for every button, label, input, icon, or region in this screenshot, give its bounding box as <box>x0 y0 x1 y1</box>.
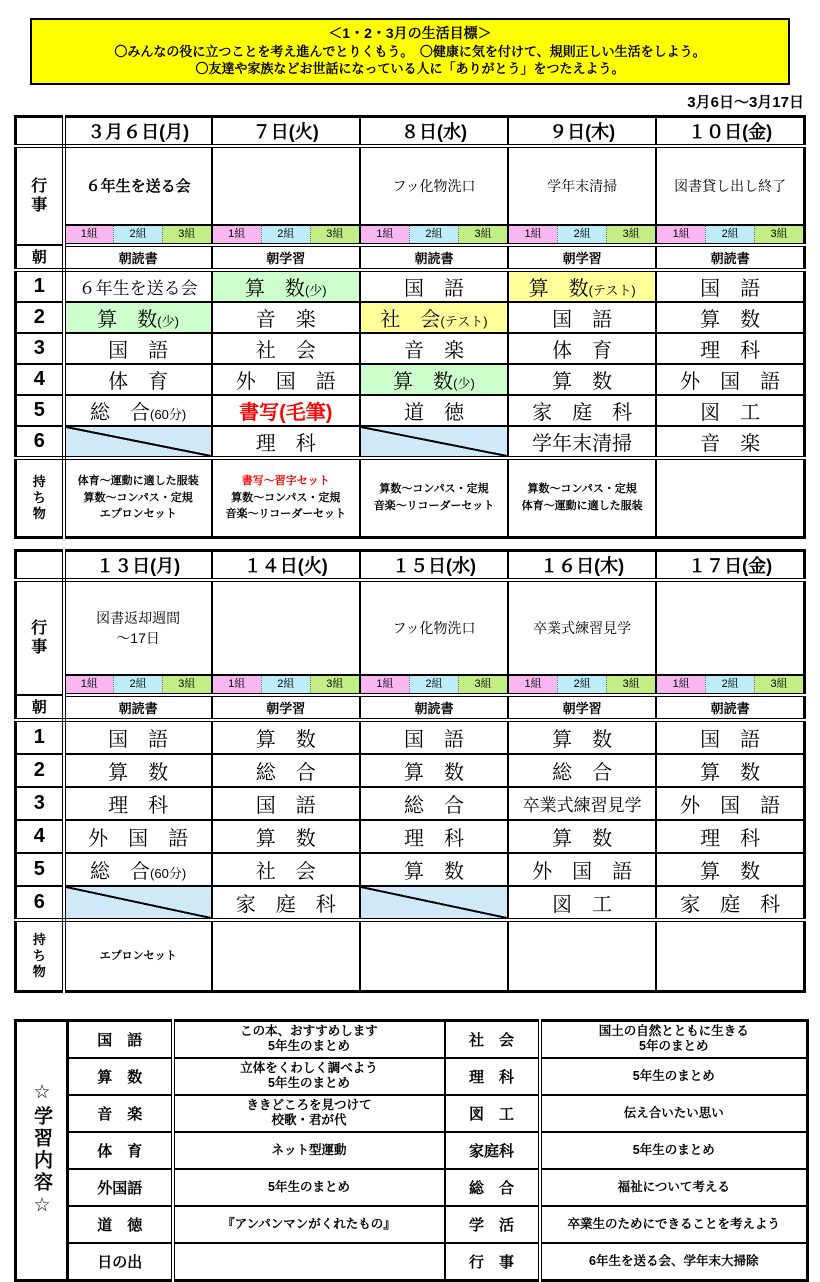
class-strip-cell <box>212 225 360 245</box>
period-cell: 算 数(少) <box>212 270 360 302</box>
period-cell: 外 国 語 <box>656 364 804 395</box>
class-strip-row <box>16 225 805 245</box>
date-header: １６日(木) <box>508 550 656 580</box>
belongings-row <box>16 920 805 992</box>
subject-label: 総 合 <box>445 1169 540 1206</box>
period-cell: 算 数 <box>508 720 656 754</box>
class-strip-cell <box>64 675 212 695</box>
period-row <box>16 395 805 426</box>
morning-cell: 朝読書 <box>64 695 212 720</box>
date-header: ７日(火) <box>212 116 360 146</box>
subject-label: 行 事 <box>445 1243 540 1281</box>
class-segment: 1組 <box>213 676 261 693</box>
subject-content: 伝え合いたい思い <box>540 1095 808 1132</box>
no-class-slash-cell <box>64 426 212 458</box>
period-cell: 総 合 <box>360 787 508 820</box>
period-number: 6 <box>16 426 64 458</box>
period-cell: 総 合 <box>508 754 656 787</box>
subject-content: ききどころを見つけて 校歌・君が代 <box>173 1095 445 1132</box>
belongings-cell: エプロンセット <box>64 920 212 992</box>
class-strip <box>361 226 507 243</box>
study-table-title: ☆学習内容☆ <box>16 1020 68 1280</box>
class-strip-cell <box>656 675 804 695</box>
belongings-cell: 算数～コンパス・定規 体育～運動に適した服装 <box>508 458 656 538</box>
period-row <box>16 853 805 886</box>
period-cell: 国 語 <box>64 333 212 364</box>
class-segment: 3組 <box>162 676 211 693</box>
period-cell: 国 語 <box>656 270 804 302</box>
subject-content: 5年生のまとめ <box>540 1058 808 1095</box>
study-row <box>16 1020 808 1058</box>
week1-timetable <box>14 115 806 539</box>
subject-content: 福祉について考える <box>540 1169 808 1206</box>
morning-cell: 朝学習 <box>212 695 360 720</box>
period-cell: 算 数 <box>656 754 804 787</box>
class-segment: 2組 <box>113 226 162 243</box>
class-segment: 1組 <box>509 226 557 243</box>
subject-content: 5年生のまとめ <box>540 1132 808 1169</box>
subject-label: 国 語 <box>68 1020 173 1058</box>
no-class-slash-cell <box>64 886 212 920</box>
belongings-cell <box>656 920 804 992</box>
period-cell: 理 科 <box>360 820 508 853</box>
class-strip <box>66 226 211 243</box>
class-segment: 1組 <box>509 676 557 693</box>
belongings-cell <box>212 920 360 992</box>
subject-label: 家庭科 <box>445 1132 540 1169</box>
class-strip-cell <box>656 225 804 245</box>
period-cell: 理 科 <box>64 787 212 820</box>
period-cell: 総 合(60分) <box>64 853 212 886</box>
belongings-cell <box>656 458 804 538</box>
event-cell: 図書貸し出し終了 <box>656 146 804 225</box>
class-segment: 1組 <box>66 676 114 693</box>
period-row <box>16 754 805 787</box>
date-header: １３日(月) <box>64 550 212 580</box>
class-segment: 2組 <box>261 226 310 243</box>
subject-label: 社 会 <box>445 1020 540 1058</box>
morning-cell: 朝読書 <box>656 245 804 270</box>
period-cell: 算 数 <box>212 820 360 853</box>
class-segment: 3組 <box>606 226 655 243</box>
period-cell: 図 工 <box>656 395 804 426</box>
class-segment: 3組 <box>162 226 211 243</box>
no-class-slash-cell <box>360 886 508 920</box>
morning-row-label: 朝 <box>16 695 64 720</box>
morning-cell: 朝読書 <box>360 245 508 270</box>
period-row <box>16 820 805 853</box>
event-cell <box>212 580 360 675</box>
date-header: １４日(火) <box>212 550 360 580</box>
period-cell: 外 国 語 <box>656 787 804 820</box>
class-segment: 1組 <box>213 226 261 243</box>
period-number: 1 <box>16 720 64 754</box>
period-cell: 社 会(テスト) <box>360 302 508 333</box>
class-strip-cell <box>360 225 508 245</box>
class-strip <box>657 226 803 243</box>
period-cell: 理 科 <box>656 820 804 853</box>
class-segment: 1組 <box>657 226 705 243</box>
week1-table-container <box>14 115 806 539</box>
period-cell: 算 数 <box>508 820 656 853</box>
class-segment: 2組 <box>557 676 606 693</box>
class-segment: 3組 <box>458 676 507 693</box>
class-strip-cell <box>508 675 656 695</box>
belongings-cell <box>360 920 508 992</box>
period-cell: 国 語 <box>212 787 360 820</box>
period-number: 2 <box>16 302 64 333</box>
period-number: 4 <box>16 820 64 853</box>
event-cell: フッ化物洗口 <box>360 580 508 675</box>
class-segment: 3組 <box>606 676 655 693</box>
period-row <box>16 302 805 333</box>
period-cell: 総 合(60分) <box>64 395 212 426</box>
study-row <box>16 1169 808 1206</box>
goals-title: ＜1・2・3月の生活目標＞ <box>328 25 492 41</box>
period-cell: 国 語 <box>360 720 508 754</box>
period-cell: 国 語 <box>360 270 508 302</box>
period-cell: 図 工 <box>508 886 656 920</box>
date-header: ８日(水) <box>360 116 508 146</box>
date-header: ９日(木) <box>508 116 656 146</box>
no-class-slash-cell <box>360 426 508 458</box>
period-cell: 社 会 <box>212 333 360 364</box>
week1-header-row <box>16 116 805 146</box>
subject-label: 音 楽 <box>68 1095 173 1132</box>
date-header: ３月６日(月) <box>64 116 212 146</box>
class-segment: 3組 <box>754 226 803 243</box>
class-segment: 2組 <box>705 676 754 693</box>
period-cell: 算 数 <box>360 754 508 787</box>
study-row <box>16 1095 808 1132</box>
belongings-row-label: 持 ち 物 <box>16 458 64 538</box>
period-row <box>16 720 805 754</box>
class-segment: 2組 <box>261 676 310 693</box>
period-row <box>16 787 805 820</box>
class-strip <box>509 226 655 243</box>
event-cell: 卒業式練習見学 <box>508 580 656 675</box>
period-cell: 学年末清掃 <box>508 426 656 458</box>
subject-content: 卒業生のためにできることを考えよう <box>540 1206 808 1243</box>
belongings-cell <box>508 920 656 992</box>
event-row-label: 行 事 <box>16 580 64 695</box>
event-cell: 学年末清掃 <box>508 146 656 225</box>
belongings-cell: 書写～習字セット 算数～コンパス・定規 音楽～リコーダーセット <box>212 458 360 538</box>
event-cell: フッ化物洗口 <box>360 146 508 225</box>
subject-content: 国土の自然とともに生きる 5年のまとめ <box>540 1020 808 1058</box>
subject-content: ネット型運動 <box>173 1132 445 1169</box>
period-cell: 体 育 <box>508 333 656 364</box>
study-content-table-container <box>14 1019 806 1282</box>
study-row <box>16 1058 808 1095</box>
class-strip-cell <box>508 225 656 245</box>
class-segment: 1組 <box>657 676 705 693</box>
subject-content: この本、おすすめします 5年生のまとめ <box>173 1020 445 1058</box>
subject-content <box>173 1243 445 1281</box>
subject-label: 体 育 <box>68 1132 173 1169</box>
class-strip-cell <box>360 675 508 695</box>
date-header: １０日(金) <box>656 116 804 146</box>
period-cell: ６年生を送る会 <box>64 270 212 302</box>
period-cell: 算 数 <box>656 853 804 886</box>
period-cell: 家 庭 科 <box>508 395 656 426</box>
period-number: 2 <box>16 754 64 787</box>
period-cell: 道 徳 <box>360 395 508 426</box>
event-cell: 図書返却週間 ～17日 <box>64 580 212 675</box>
class-segment: 1組 <box>66 226 114 243</box>
period-number: 5 <box>16 853 64 886</box>
period-cell: 体 育 <box>64 364 212 395</box>
morning-cell: 朝読書 <box>656 695 804 720</box>
subject-label: 外国語 <box>68 1169 173 1206</box>
subject-label: 算 数 <box>68 1058 173 1095</box>
class-segment: 1組 <box>361 226 409 243</box>
subject-label: 理 科 <box>445 1058 540 1095</box>
morning-cell: 朝学習 <box>508 245 656 270</box>
period-cell: 算 数 <box>360 853 508 886</box>
period-cell: 音 楽 <box>360 333 508 364</box>
subject-label: 道 徳 <box>68 1206 173 1243</box>
period-cell: 算 数(少) <box>64 302 212 333</box>
goals-banner <box>30 18 790 85</box>
period-number: 1 <box>16 270 64 302</box>
subject-content: 立体をくわしく調べよう 5年生のまとめ <box>173 1058 445 1095</box>
subject-content: 6年生を送る会、学年末大掃除 <box>540 1243 808 1281</box>
class-strip-cell <box>64 225 212 245</box>
event-cell <box>212 146 360 225</box>
period-cell: 国 語 <box>64 720 212 754</box>
class-segment: 3組 <box>754 676 803 693</box>
class-strip <box>509 676 655 693</box>
class-segment: 3組 <box>310 676 359 693</box>
period-cell: 外 国 語 <box>64 820 212 853</box>
period-cell: 外 国 語 <box>212 364 360 395</box>
class-segment: 3組 <box>310 226 359 243</box>
goals-line-2: 〇友達や家族などお世話になっている人に「ありがとう」をつたえよう。 <box>195 61 625 77</box>
class-strip <box>361 676 507 693</box>
corner-cell <box>16 116 64 146</box>
belongings-row-label: 持 ち 物 <box>16 920 64 992</box>
subject-label: 図 工 <box>445 1095 540 1132</box>
period-cell: 家 庭 科 <box>656 886 804 920</box>
morning-cell: 朝学習 <box>212 245 360 270</box>
class-strip-row <box>16 675 805 695</box>
morning-row-label: 朝 <box>16 245 64 270</box>
morning-cell: 朝学習 <box>508 695 656 720</box>
study-row <box>16 1206 808 1243</box>
class-segment: 2組 <box>409 226 458 243</box>
morning-row <box>16 245 805 270</box>
class-strip <box>657 676 803 693</box>
belongings-cell: 体育～運動に適した服装 算数～コンパス・定規 エプロンセット <box>64 458 212 538</box>
period-cell: 社 会 <box>212 853 360 886</box>
morning-cell: 朝読書 <box>64 245 212 270</box>
study-row <box>16 1243 808 1281</box>
period-row <box>16 270 805 302</box>
period-cell: 卒業式練習見学 <box>508 787 656 820</box>
morning-row <box>16 695 805 720</box>
period-cell: 音 楽 <box>212 302 360 333</box>
period-number: 3 <box>16 333 64 364</box>
class-segment: 2組 <box>113 676 162 693</box>
subject-content: 5年生のまとめ <box>173 1169 445 1206</box>
class-segment: 1組 <box>361 676 409 693</box>
belongings-cell: 算数～コンパス・定規 音楽～リコーダーセット <box>360 458 508 538</box>
period-row <box>16 426 805 458</box>
class-segment: 2組 <box>409 676 458 693</box>
week2-table-container <box>14 549 806 993</box>
period-cell: 音 楽 <box>656 426 804 458</box>
period-row <box>16 886 805 920</box>
class-strip <box>66 676 211 693</box>
event-row-label: 行 事 <box>16 146 64 245</box>
period-cell: 算 数(少) <box>360 364 508 395</box>
period-cell: 算 数(テスト) <box>508 270 656 302</box>
study-content-table <box>14 1019 809 1282</box>
period-cell: 書写(毛筆) <box>212 395 360 426</box>
period-cell: 国 語 <box>508 302 656 333</box>
period-number: 6 <box>16 886 64 920</box>
period-cell: 外 国 語 <box>508 853 656 886</box>
period-cell: 理 科 <box>212 426 360 458</box>
corner-cell <box>16 550 64 580</box>
period-number: 5 <box>16 395 64 426</box>
period-cell: 家 庭 科 <box>212 886 360 920</box>
period-cell: 国 語 <box>656 720 804 754</box>
period-cell: 算 数 <box>508 364 656 395</box>
subject-content: 『アンパンマンがくれたもの』 <box>173 1206 445 1243</box>
period-number: 4 <box>16 364 64 395</box>
period-cell: 算 数 <box>656 302 804 333</box>
class-strip <box>213 226 359 243</box>
period-cell: 算 数 <box>212 720 360 754</box>
study-row <box>16 1132 808 1169</box>
period-cell: 理 科 <box>656 333 804 364</box>
event-cell: ６年生を送る会 <box>64 146 212 225</box>
period-row <box>16 364 805 395</box>
date-header: １７日(金) <box>656 550 804 580</box>
date-range: 3月6日～3月17日 <box>687 93 804 111</box>
class-segment: 2組 <box>705 226 754 243</box>
event-row <box>16 146 805 225</box>
date-header: １５日(水) <box>360 550 508 580</box>
week2-header-row <box>16 550 805 580</box>
subject-label: 学 活 <box>445 1206 540 1243</box>
subject-label: 日の出 <box>68 1243 173 1281</box>
belongings-row <box>16 458 805 538</box>
class-strip <box>213 676 359 693</box>
period-cell: 総 合 <box>212 754 360 787</box>
period-number: 3 <box>16 787 64 820</box>
period-row <box>16 333 805 364</box>
class-segment: 2組 <box>557 226 606 243</box>
event-row <box>16 580 805 675</box>
period-cell: 算 数 <box>64 754 212 787</box>
class-strip-cell <box>212 675 360 695</box>
class-segment: 3組 <box>458 226 507 243</box>
goals-line-1: 〇みんなの役に立つことを考え進んでとりくもう。 〇健康に気を付けて、規則正しい生活をしよう。 <box>114 43 706 59</box>
event-cell <box>656 580 804 675</box>
week2-timetable <box>14 549 806 993</box>
morning-cell: 朝読書 <box>360 695 508 720</box>
